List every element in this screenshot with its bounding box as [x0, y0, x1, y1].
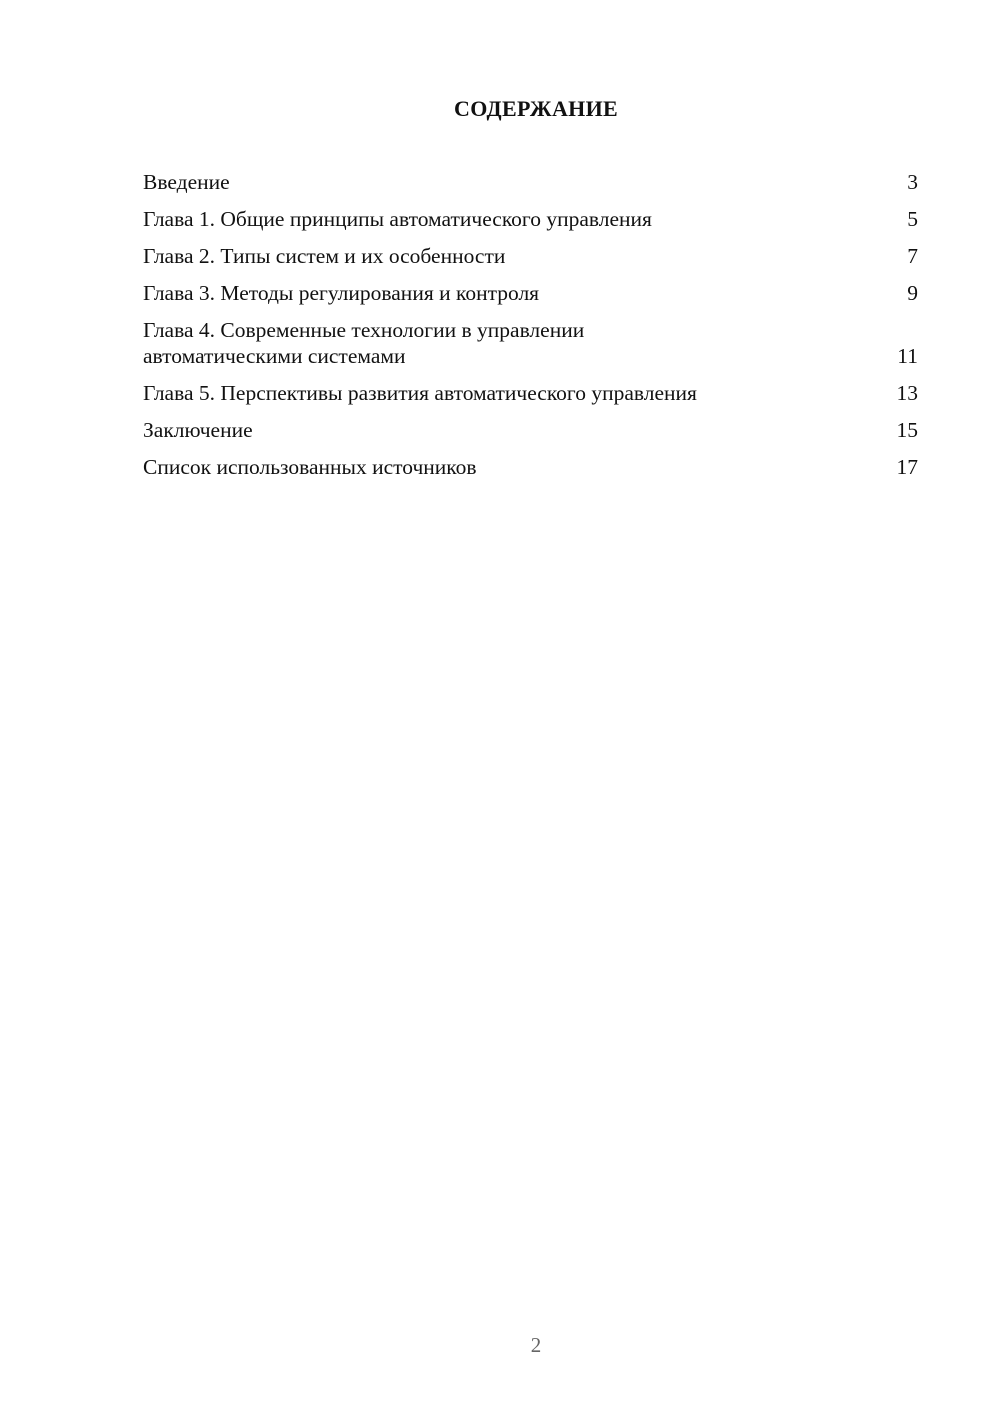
toc-entry-chapter-5[interactable]	[143, 380, 918, 406]
toc-entry-label: Список использованных источников	[143, 455, 477, 479]
toc-entry-chapter-1[interactable]	[143, 206, 918, 232]
toc-entry-references[interactable]	[143, 454, 918, 480]
toc-entry-page: 3	[907, 170, 918, 194]
toc-entry-chapter-4[interactable]	[143, 317, 918, 369]
toc-entry-label: Глава 3. Методы регулирования и контроля	[143, 281, 540, 305]
toc-entry-page: 17	[896, 455, 918, 479]
toc-entry-label: Глава 4. Современные технологии в управлении автоматическими системами	[143, 318, 585, 368]
toc-entry-label: Глава 2. Типы систем и их особенности	[143, 244, 506, 268]
toc-entry-conclusion[interactable]	[143, 417, 918, 443]
page-number: 2	[530, 1333, 542, 1357]
toc-entry-page: 15	[896, 418, 918, 442]
toc-entry-page: 9	[907, 281, 918, 305]
toc-entry-label: Заключение	[143, 418, 253, 442]
toc-entry-page: 13	[896, 381, 918, 405]
toc-entry-label: Введение	[143, 170, 230, 194]
toc-entry-page: 7	[907, 244, 918, 268]
toc-entry-chapter-2[interactable]	[143, 243, 918, 269]
toc-entry-chapter-3[interactable]	[143, 280, 918, 306]
toc-list	[143, 169, 918, 491]
toc-entry-page: 11	[897, 344, 918, 368]
toc-title: СОДЕРЖАНИЕ	[454, 96, 618, 121]
toc-entry-label: Глава 5. Перспективы развития автоматического управления	[143, 381, 697, 405]
toc-entry-label: Глава 1. Общие принципы автоматического управления	[143, 207, 652, 231]
toc-entry-page: 5	[907, 207, 918, 231]
toc-entry-introduction[interactable]	[143, 169, 918, 195]
